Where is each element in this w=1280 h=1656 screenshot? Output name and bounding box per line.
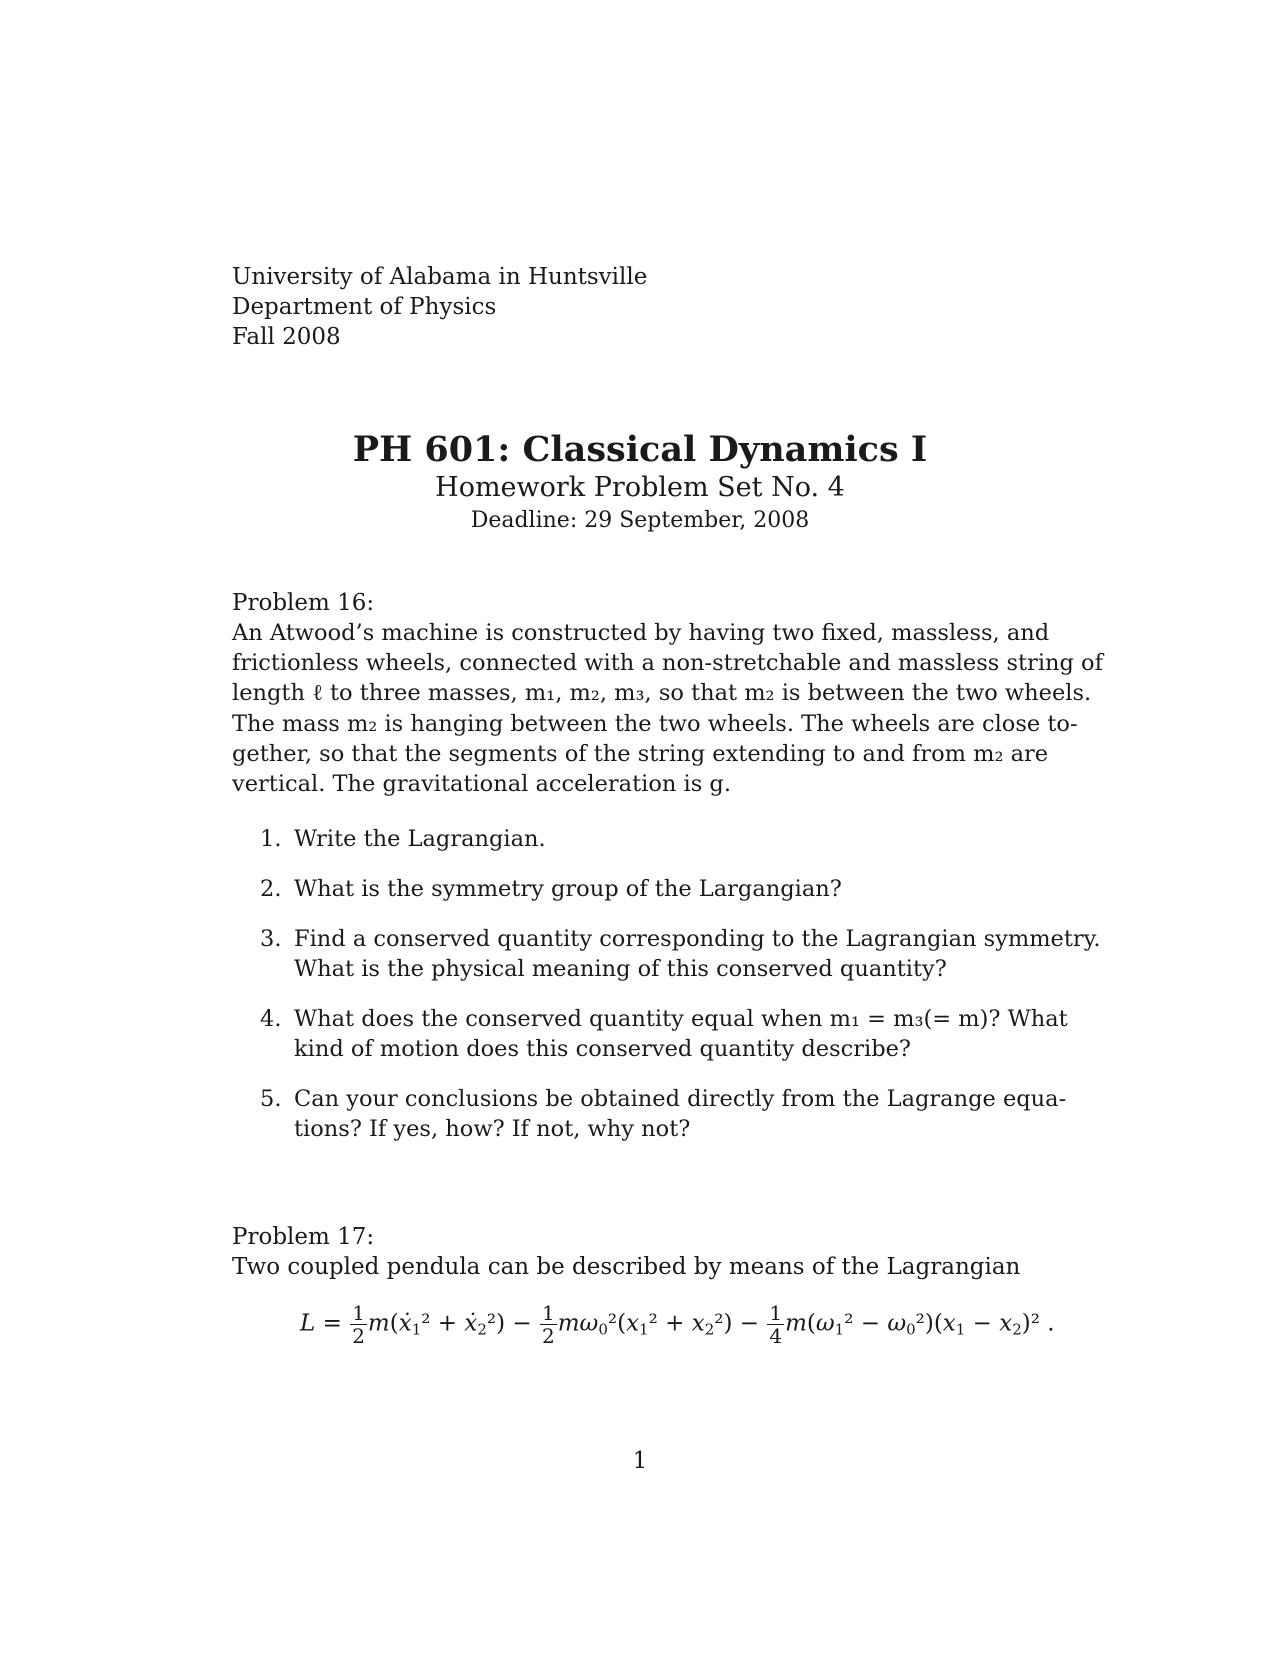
- problem-16-statement: [232, 618, 1103, 799]
- problem-17-heading: Problem 17:: [232, 1224, 375, 1250]
- page-number: 1: [632, 1448, 648, 1474]
- problem-set-subtitle: Homework Problem Set No. 4: [435, 472, 845, 503]
- institution-header: [232, 262, 647, 352]
- question-text: Find a conserved quantity corresponding to the Lagrangian symmetry.: [294, 926, 1101, 952]
- statement-line: length ℓ to three masses, m₁, m₂, m₃, so that m₂ is between the two wheels.: [232, 680, 1092, 707]
- question-text: What is the physical meaning of this conserved quantity?: [294, 956, 947, 983]
- question-text: Can your conclusions be obtained directly from the Lagrange equa-: [294, 1086, 1067, 1112]
- question-text: tions? If yes, how? If not, why not?: [294, 1116, 691, 1143]
- deadline: Deadline: 29 September, 2008: [470, 508, 810, 533]
- question-number: 3.: [260, 926, 282, 952]
- question-text: What does the conserved quantity equal when m₁ = m₃(= m)? What: [294, 1006, 1068, 1032]
- statement-line: vertical. The gravitational acceleration is g.: [232, 771, 731, 798]
- question-number: 5.: [260, 1086, 282, 1112]
- statement-line: gether, so that the segments of the string extending to and from m₂ are: [232, 740, 1049, 767]
- problem-17-intro: Two coupled pendula can be described by means of the Lagrangian: [232, 1254, 1021, 1280]
- question-text: kind of motion does this conserved quantity describe?: [294, 1036, 911, 1063]
- question-number: 1.: [260, 826, 282, 852]
- question-text: Write the Lagrangian.: [294, 826, 546, 852]
- title-block: [0, 428, 1280, 536]
- department-name: Department of Physics: [232, 294, 497, 320]
- term: Fall 2008: [232, 324, 341, 350]
- question-text: What is the symmetry group of the Largangian?: [294, 876, 842, 902]
- statement-line: An Atwood’s machine is constructed by having two fixed, massless, and: [232, 620, 1050, 646]
- problem-16-heading: Problem 16:: [232, 590, 375, 616]
- question-number: 4.: [260, 1006, 282, 1032]
- university-name: University of Alabama in Huntsville: [232, 264, 648, 290]
- lagrangian-equation: L = $\frac{1}{2}$ m(ẋ$_1$² + ẋ$_2$²) − $\frac{1}{2}$ $m\omega_0^2(x_1^2 + x_2^2)$ − $\frac{1}{4}$ $m(\omega_1^2 - \omega_0^2)(x_1 - x_2)^2$ .: [300, 1301, 1055, 1348]
- statement-line: The mass m₂ is hanging between the two wheels. The wheels are close to-: [232, 710, 1078, 737]
- question-number: 2.: [260, 876, 282, 902]
- statement-line: frictionless wheels, connected with a non-stretchable and massless string of: [232, 650, 1103, 677]
- course-title: PH 601: Classical Dynamics I: [352, 429, 928, 470]
